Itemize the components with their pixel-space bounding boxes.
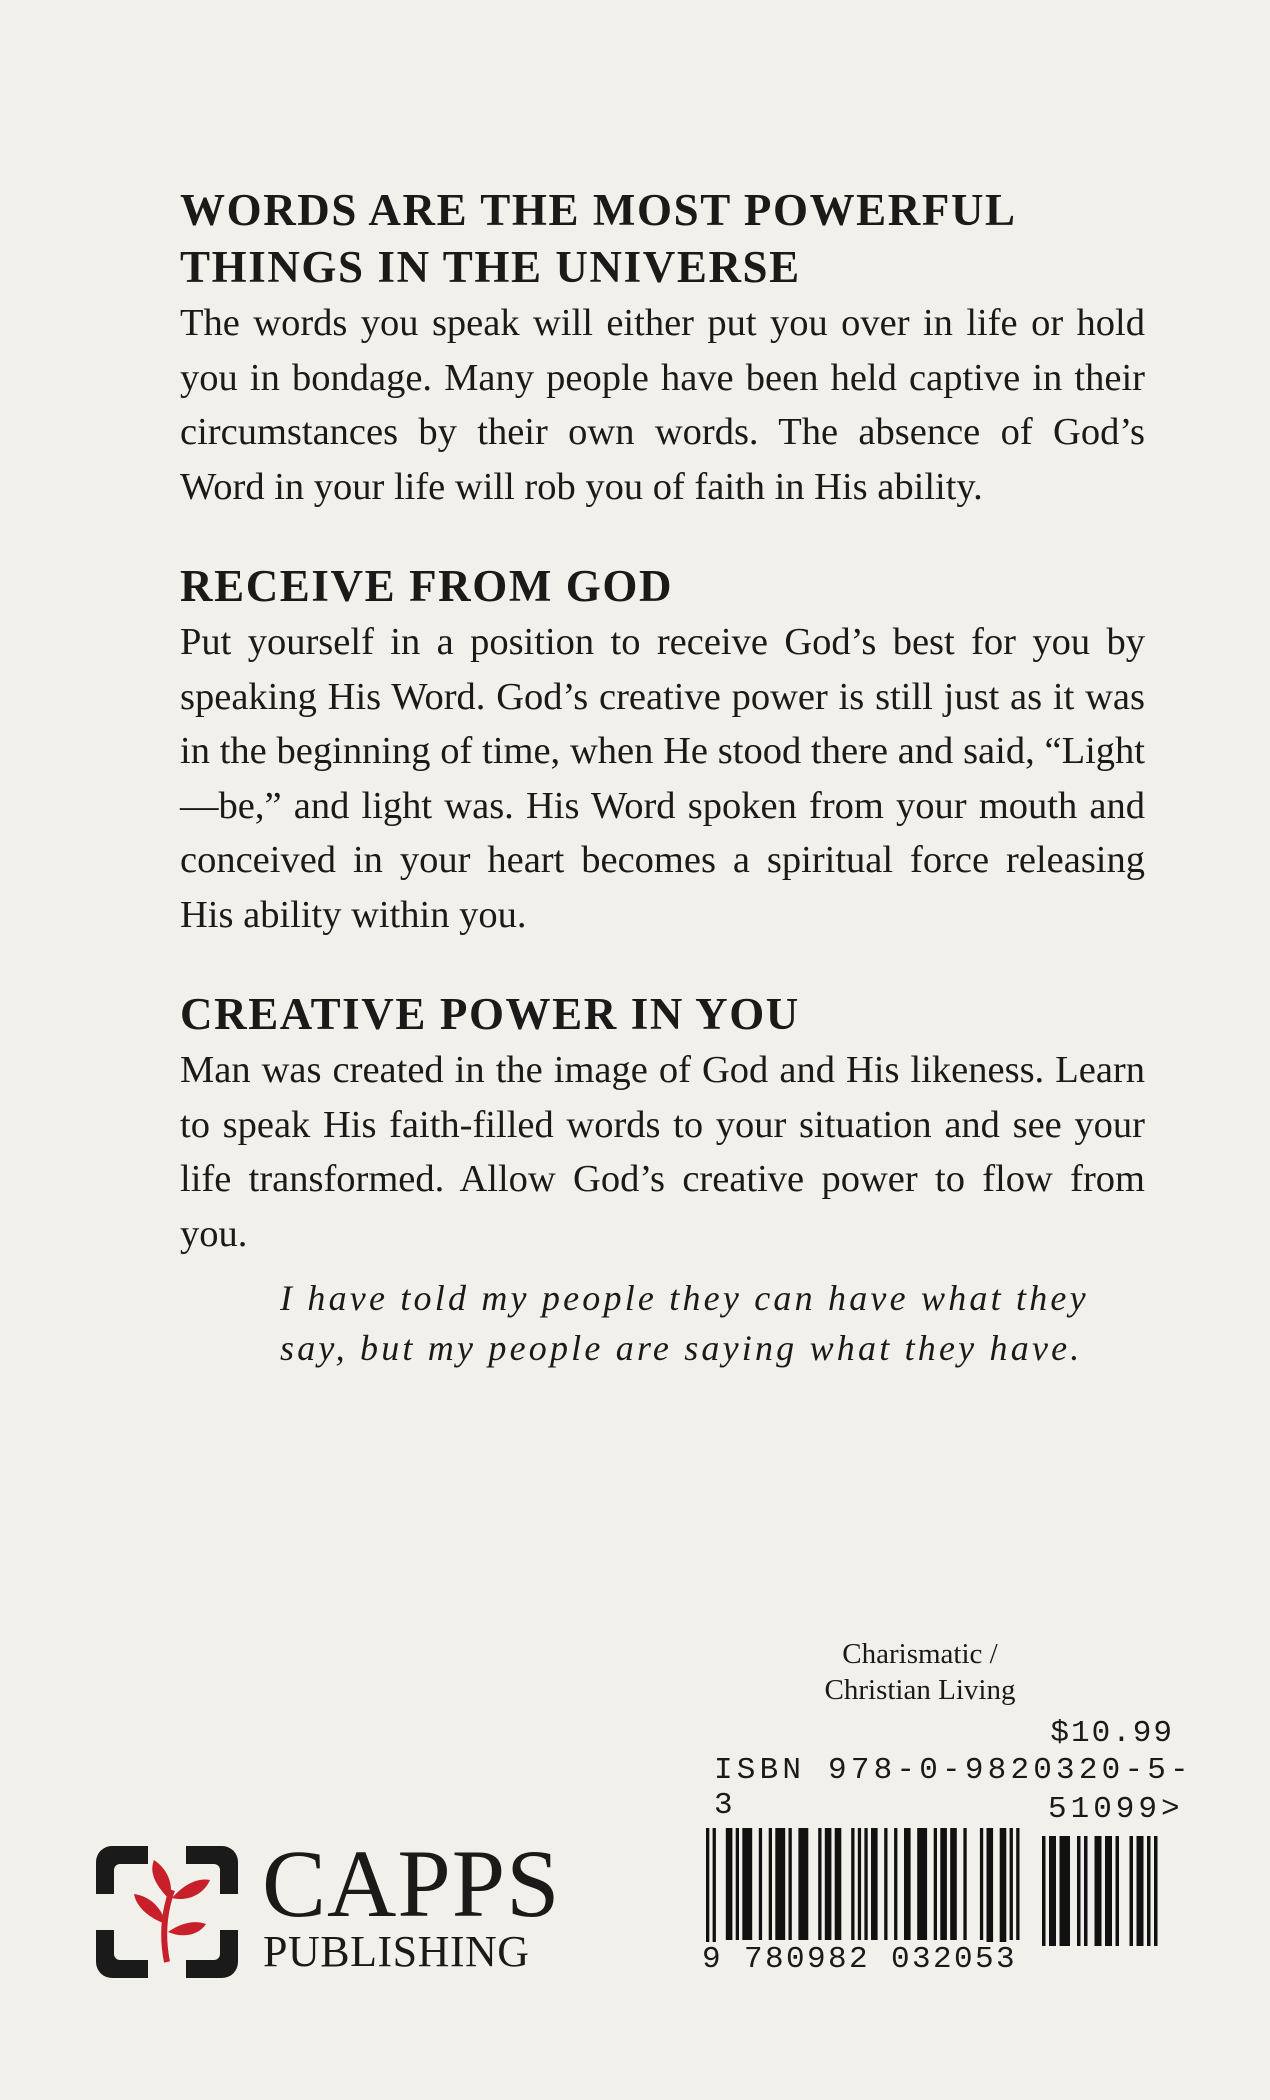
barcode-bar — [980, 1828, 983, 1940]
barcode-bar — [894, 1828, 897, 1940]
barcode-bar — [934, 1828, 937, 1940]
barcode-bar — [904, 1828, 911, 1940]
barcode-bar — [963, 1828, 966, 1940]
price-addon-code: 51099> — [1048, 1792, 1184, 1827]
publisher-logo — [92, 1830, 612, 1982]
section-words-powerful — [180, 182, 1145, 514]
category-line: Christian Living — [824, 1674, 1016, 1706]
barcode-bar — [769, 1828, 772, 1940]
barcode-bar — [759, 1828, 762, 1940]
price-label: $10.99 — [1050, 1716, 1174, 1751]
barcode-bar — [1000, 1828, 1007, 1954]
barcode-bar — [858, 1828, 861, 1940]
barcode-bar — [818, 1828, 821, 1940]
category-line: Charismatic / — [842, 1638, 998, 1670]
ean-digits: 9 780982 032053 — [702, 1942, 1018, 1977]
section-body: The words you speak will either put you over in life or hold you in bondage. Many people have been held captive in their circumstances by their own words. The absence of God’s Word in your life will rob you of faith in His ability. — [180, 302, 1145, 508]
section-creative-power — [180, 986, 1145, 1261]
barcode-bar — [1077, 1836, 1081, 1946]
section-body: Man was created in the image of God and His likeness. Learn to speak His faith-filled words to your situation and see your life transformed. Allow God’s creative power to flow from you. — [180, 1049, 1145, 1255]
barcode-bar — [706, 1828, 709, 1954]
isbn-label: ISBN 978-0-9820320-5-3 — [714, 1753, 1193, 1823]
barcode-bar — [1105, 1836, 1112, 1946]
heading-line: RECEIVE FROM GOD — [180, 561, 674, 611]
barcode-bar — [1095, 1836, 1102, 1946]
barcode-bar — [1084, 1836, 1088, 1946]
addon-bars — [1042, 1836, 1162, 1964]
section-heading — [180, 182, 1145, 296]
bisac-category — [770, 1636, 1070, 1708]
barcode-bar — [1042, 1836, 1046, 1946]
isbn-barcode — [702, 1716, 1206, 1996]
heading-line: WORDS ARE THE MOST POWERFUL — [180, 185, 1017, 235]
barcode-bar — [950, 1828, 957, 1940]
barcode-bar — [884, 1828, 887, 1940]
heading-line: CREATIVE POWER IN YOU — [180, 989, 800, 1039]
section-receive-from-god — [180, 558, 1145, 942]
barcode-bar — [864, 1828, 867, 1940]
barcode-bar — [940, 1828, 947, 1940]
barcode-bar — [1049, 1836, 1056, 1946]
barcode-bar — [835, 1828, 842, 1940]
barcode-bar — [851, 1828, 854, 1940]
barcode-bar — [1116, 1836, 1120, 1946]
barcode-bar — [775, 1828, 785, 1940]
barcode-bar — [713, 1828, 716, 1954]
barcode-bar — [1130, 1836, 1134, 1946]
section-heading — [180, 558, 1145, 615]
barcode-bar — [742, 1828, 752, 1940]
barcode-bar — [1016, 1828, 1019, 1940]
publisher-name: CAPPS — [262, 1830, 561, 1937]
barcode-bar — [1010, 1828, 1013, 1940]
barcode-bar — [1147, 1836, 1151, 1946]
barcode-bar — [987, 1828, 994, 1954]
capps-cross-plant-logo-icon — [92, 1842, 242, 1982]
section-body: Put yourself in a position to receive God’s best for you by speaking His Word. God’s creative power is still just as it was in the beginning of time, when He stood there and said, “Light—be,” and light was. His Word spoken from your mouth and conceived in your heart becomes a spiritual force releasing His ability within you. — [180, 621, 1145, 936]
barcode-bar — [917, 1828, 927, 1940]
barcode-bar — [825, 1828, 832, 1940]
barcode-bar — [871, 1828, 878, 1940]
barcode-bar — [1060, 1836, 1071, 1946]
barcode-bar — [789, 1828, 792, 1940]
back-cover-copy — [180, 182, 1145, 1373]
barcode-bar — [726, 1828, 733, 1940]
barcode-bar — [1137, 1836, 1144, 1946]
barcode-bar — [736, 1828, 739, 1940]
barcode-bar — [798, 1828, 808, 1940]
barcode-bar — [1154, 1836, 1158, 1946]
heading-line: THINGS IN THE UNIVERSE — [180, 242, 801, 292]
publisher-subname: PUBLISHING — [263, 1927, 530, 1976]
section-heading — [180, 986, 1145, 1043]
quote: I have told my people they can have what they say, but my people are saying what they have. — [280, 1278, 1089, 1368]
